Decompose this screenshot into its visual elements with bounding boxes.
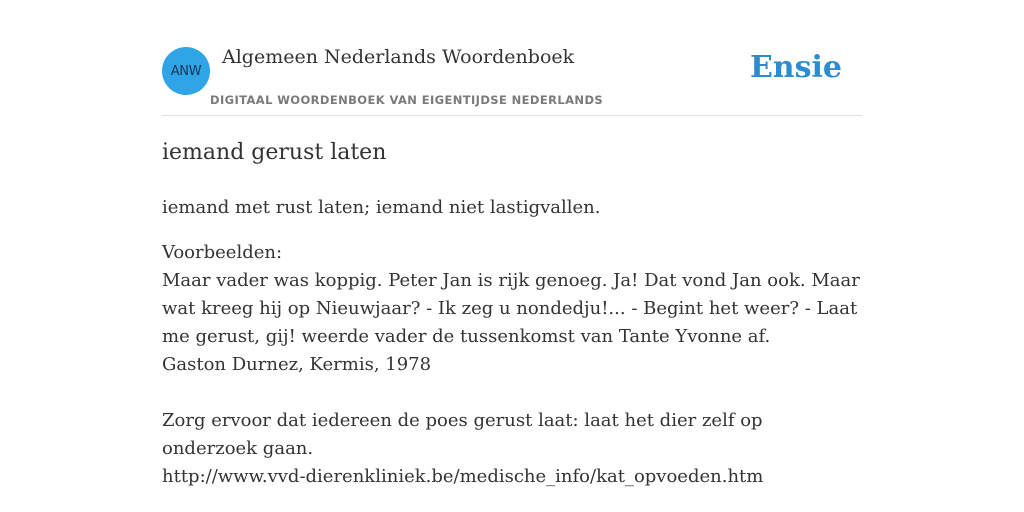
example-text: Zorg ervoor dat iedereen de poes gerust laat: laat het dier zelf op onderzoek gaan.: [162, 410, 763, 459]
anw-logo[interactable]: [162, 47, 210, 95]
entry-definition: iemand met rust laten; iemand niet lastigvallen.: [162, 197, 601, 218]
example-item: [162, 267, 862, 379]
site-subtitle: DIGITAAL WOORDENBOEK VAN EIGENTIJDSE NEDERLANDS: [210, 93, 604, 107]
site-title[interactable]: Algemeen Nederlands Woordenboek: [222, 46, 575, 68]
example-spacer: [162, 379, 862, 407]
entry-term: iemand gerust laten: [162, 140, 387, 165]
example-item: [162, 407, 862, 491]
example-text: Maar vader was koppig. Peter Jan is rijk genoeg. Ja! Dat vond Jan ook. Maar wat kreeg hij op Nieuwjaar? - Ik zeg u nondedju!... - Begint het weer? - Laat me gerust, gij! weerde vader de tussenkomst van Tante Yvonne af.: [162, 270, 860, 347]
example-source: Gaston Durnez, Kermis, 1978: [162, 354, 432, 375]
anw-logo-text: ANW: [170, 63, 202, 79]
examples-label: Voorbeelden:: [162, 242, 283, 263]
site-header: [162, 0, 862, 116]
example-source-link[interactable]: http://www.vvd-dierenkliniek.be/medische_info/kat_opvoeden.htm: [162, 466, 764, 487]
page: [162, 0, 862, 512]
examples-section: [162, 239, 862, 491]
ensie-logo[interactable]: Ensie: [749, 50, 842, 85]
